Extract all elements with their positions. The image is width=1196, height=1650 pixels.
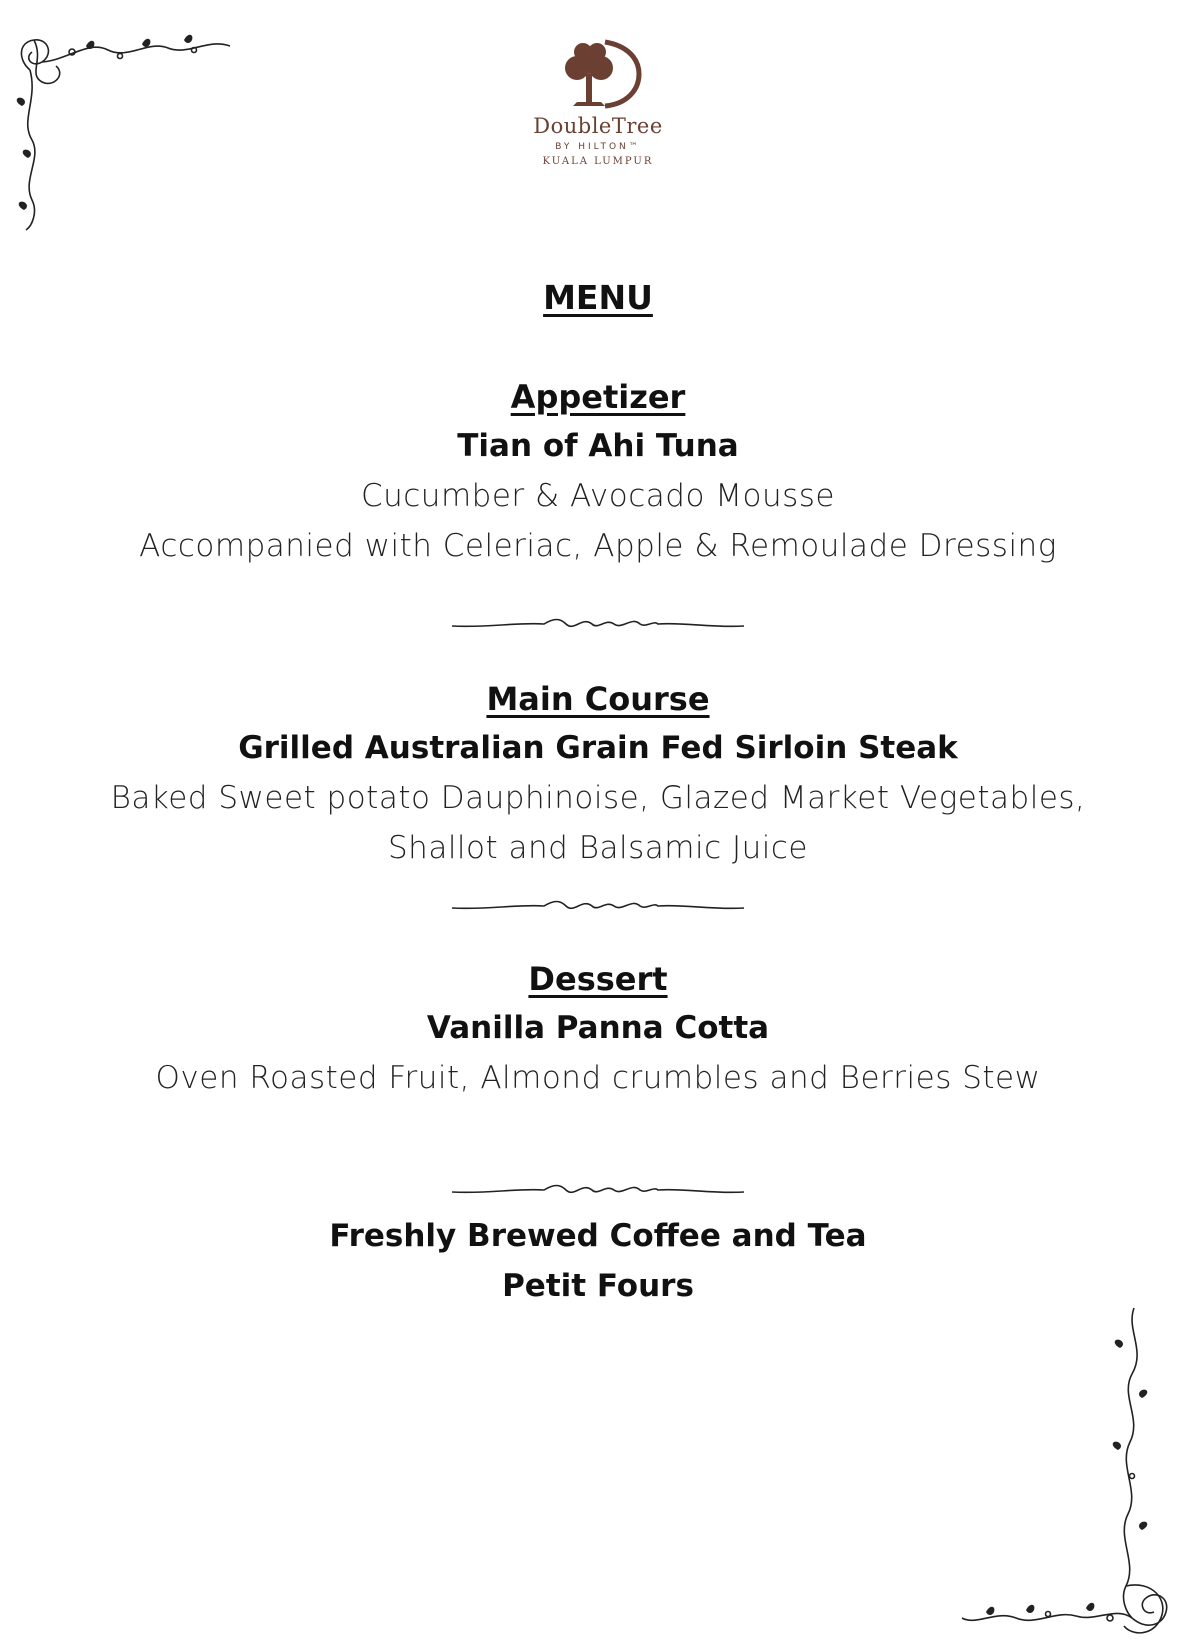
flourish-divider <box>448 894 748 918</box>
logo-city: KUALA LUMPUR <box>542 156 654 167</box>
appetizer-description-2: Accompanied with Celeriac, Apple & Remoulade Dressing <box>139 528 1057 564</box>
main-course-heading: Main Course <box>486 680 710 718</box>
dessert-heading: Dessert <box>528 960 668 998</box>
menu-title: MENU <box>543 278 653 317</box>
main-course-description-1: Baked Sweet potato Dauphinoise, Glazed Market Vegetables, <box>110 780 1086 816</box>
dessert-dish: Vanilla Panna Cotta <box>426 1010 770 1046</box>
corner-ornament-top-left <box>8 30 248 240</box>
closing-line-2: Petit Fours <box>502 1268 694 1304</box>
main-course-dish: Grilled Australian Grain Fed Sirloin Steak <box>238 730 958 766</box>
logo-brand-name: DoubleTree <box>533 114 663 138</box>
dessert-description-1: Oven Roasted Fruit, Almond crumbles and Berries Stew <box>155 1060 1041 1096</box>
tree-logo-icon <box>553 38 643 110</box>
logo-sub-brand: BY HILTON™ <box>555 142 641 152</box>
corner-ornament-bottom-right <box>956 1300 1196 1650</box>
flourish-divider <box>448 1178 748 1202</box>
appetizer-description-1: Cucumber & Avocado Mousse <box>360 478 836 514</box>
main-course-description-2: Shallot and Balsamic Juice <box>388 830 808 866</box>
hotel-logo <box>498 38 698 167</box>
appetizer-heading: Appetizer <box>510 378 686 416</box>
appetizer-dish: Tian of Ahi Tuna <box>457 428 739 464</box>
flourish-divider <box>448 612 748 636</box>
closing-line-1: Freshly Brewed Coffee and Tea <box>329 1218 867 1254</box>
